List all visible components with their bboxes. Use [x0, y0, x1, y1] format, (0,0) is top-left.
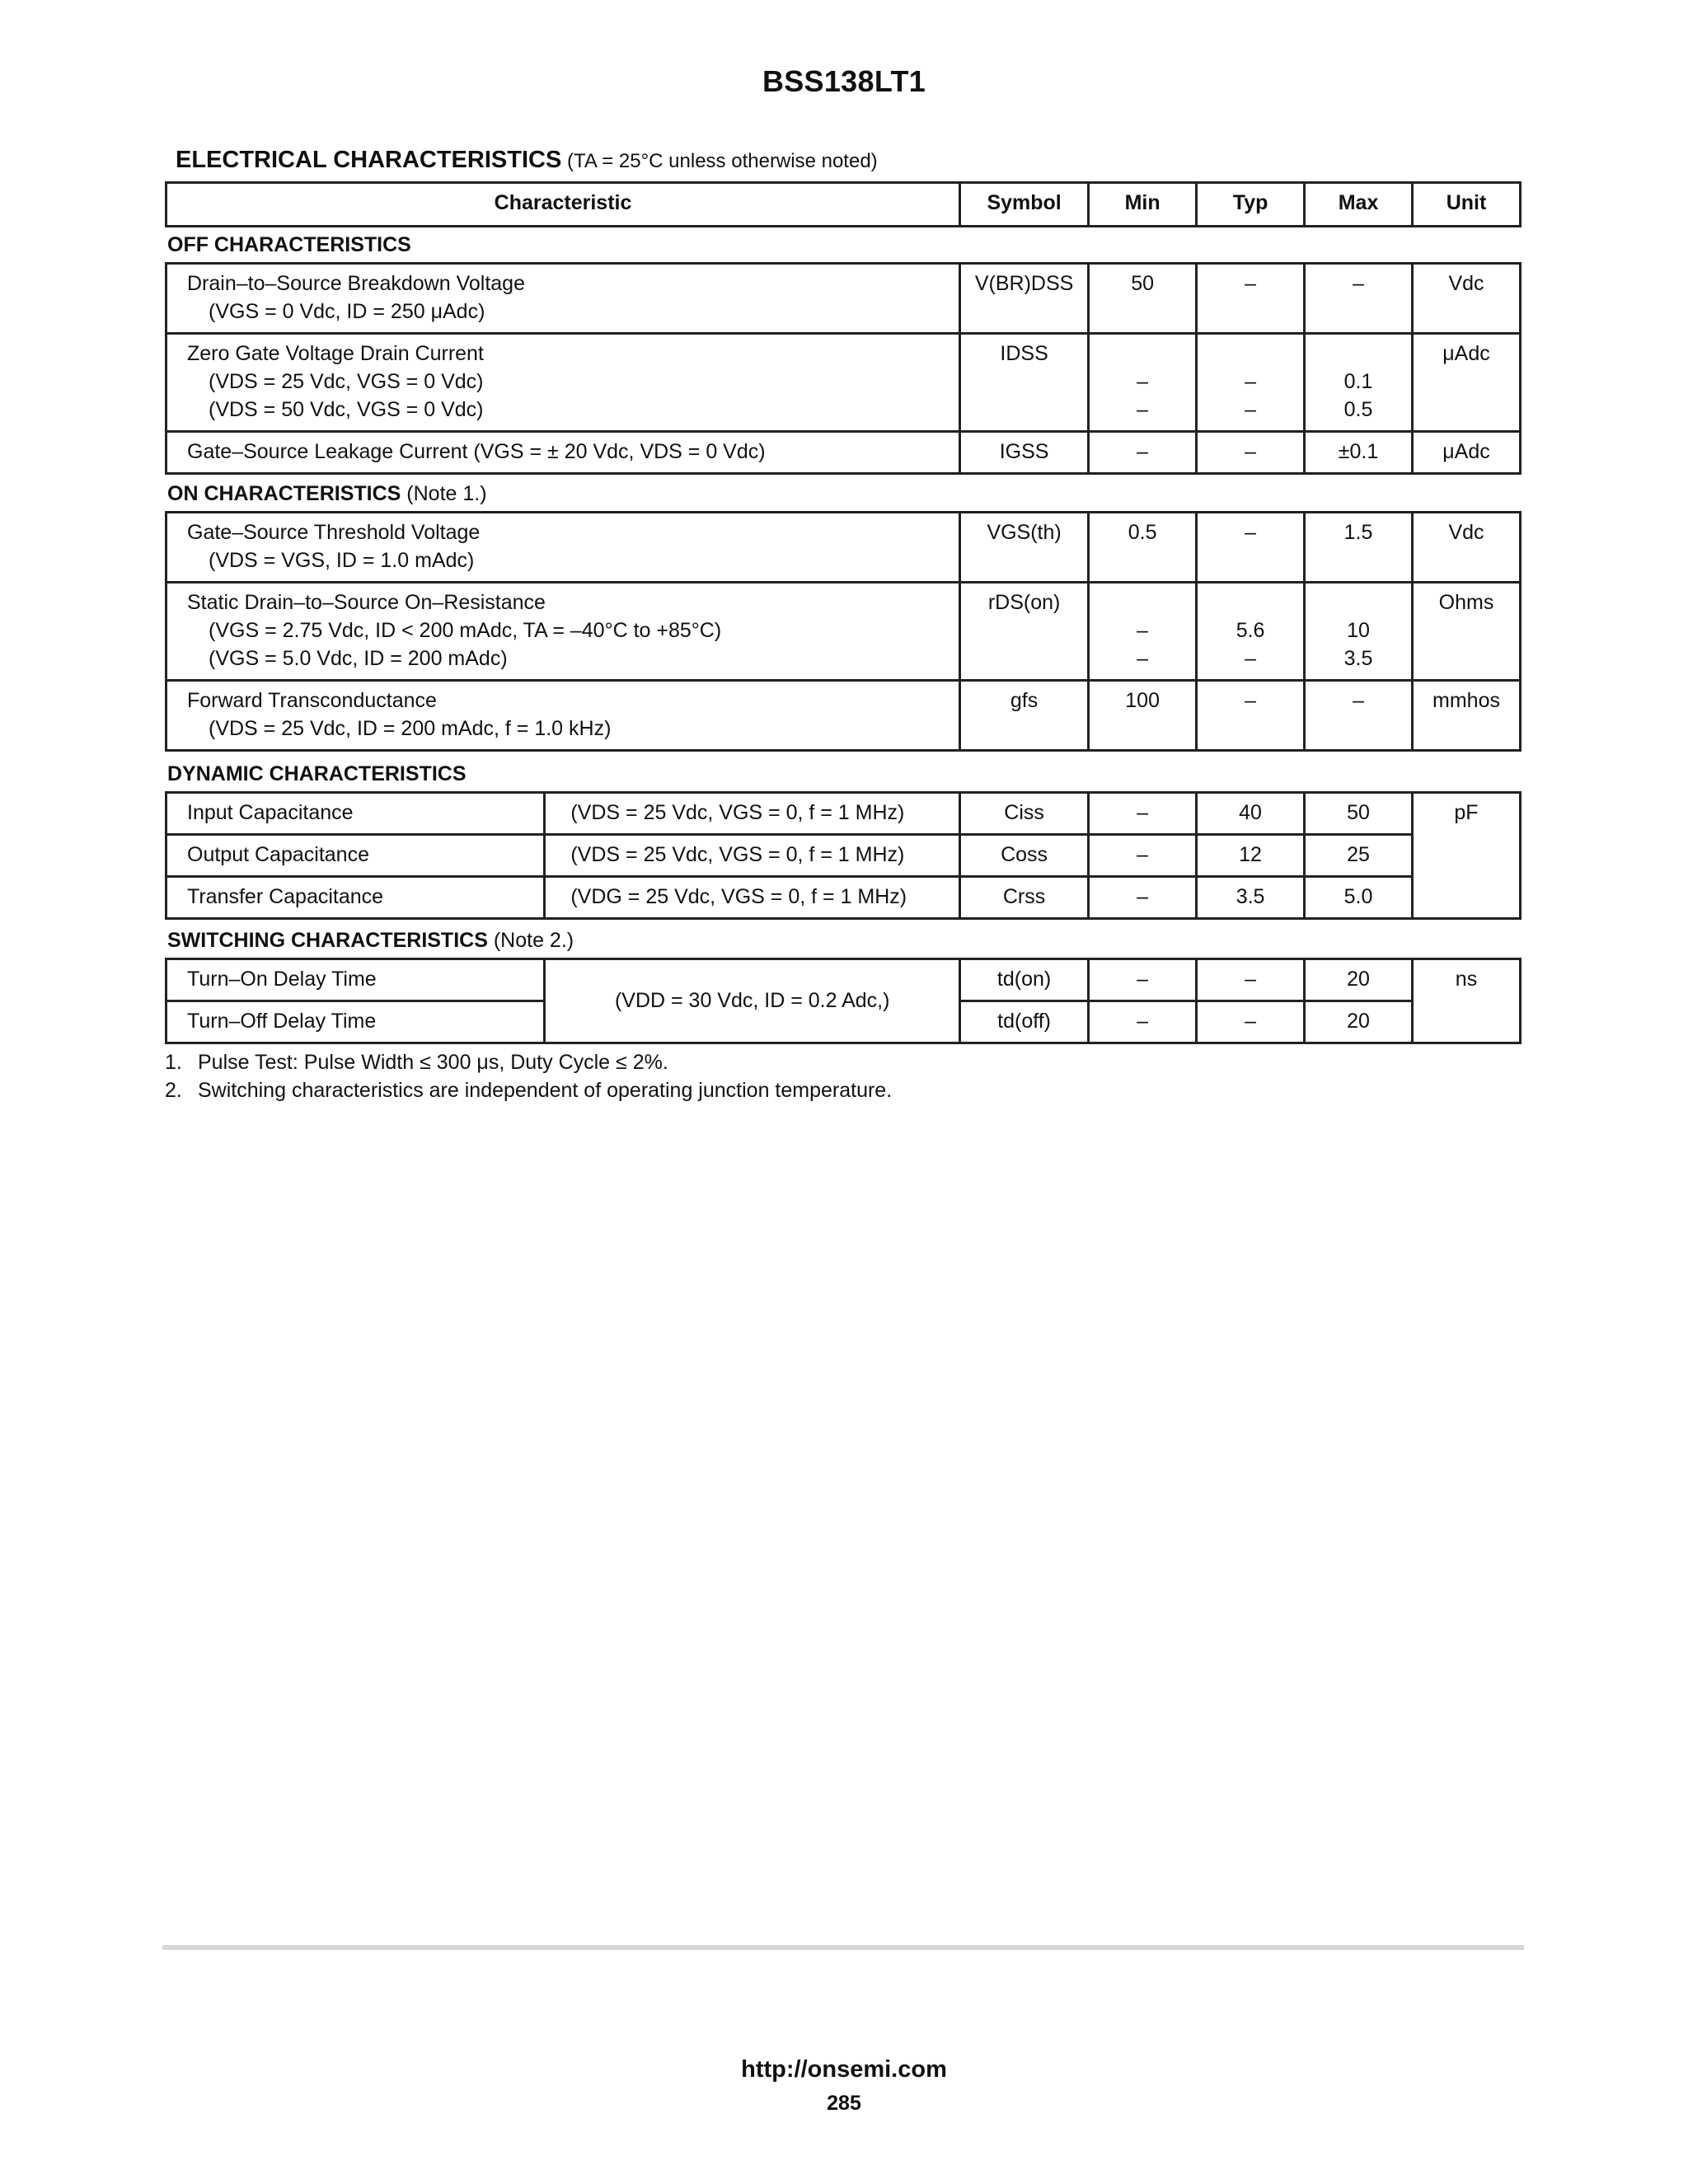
row-name: Zero Gate Voltage Drain Current — [187, 342, 484, 365]
max-cell: 25 — [1305, 835, 1413, 877]
typ-cell: – – — [1197, 334, 1305, 432]
section-dynamic-label: DYNAMIC CHARACTERISTICS — [167, 762, 467, 785]
characteristic-cell: Turn–On Delay Time — [166, 959, 545, 1001]
min-cell: – – — [1089, 334, 1197, 432]
unit-cell: μAdc — [1413, 432, 1521, 474]
characteristic-cell: Turn–Off Delay Time — [166, 1001, 545, 1043]
table-row — [166, 513, 1521, 583]
min-cell: 0.5 — [1089, 513, 1197, 583]
section-switching — [167, 929, 574, 953]
section-on-note: (Note 1.) — [406, 482, 487, 505]
typ-cell: 40 — [1197, 793, 1305, 835]
row-condition: (VGS = 5.0 Vdc, ID = 200 mAdc) — [209, 647, 508, 670]
characteristic-cell: Output Capacitance — [166, 835, 545, 877]
unit-cell: Ohms — [1413, 583, 1521, 681]
row-condition: (VDS = 25 Vdc, VGS = 0 Vdc) — [209, 370, 484, 393]
table-row — [166, 334, 1521, 432]
symbol-cell: V(BR)DSS — [960, 264, 1089, 334]
symbol-cell: td(on) — [960, 959, 1089, 1001]
symbol-cell: IDSS — [960, 334, 1089, 432]
min-cell: – — [1089, 835, 1197, 877]
on-characteristics-table — [165, 511, 1522, 752]
characteristic-cell — [166, 681, 960, 751]
table-row — [166, 432, 1521, 474]
typ-cell: – — [1197, 264, 1305, 334]
table-row — [166, 877, 1521, 919]
max-cell: 1.5 — [1305, 513, 1413, 583]
off-characteristics-table — [165, 262, 1522, 475]
row-name: Gate–Source Leakage Current (VGS = ± 20 Vdc, VDS = 0 Vdc) — [187, 440, 766, 463]
symbol-cell: td(off) — [960, 1001, 1089, 1043]
max-cell: 5.0 — [1305, 877, 1413, 919]
heading-condition: (TA = 25°C unless otherwise noted) — [566, 150, 878, 172]
typ-cell: – — [1197, 432, 1305, 474]
max-cell: 10 3.5 — [1305, 583, 1413, 681]
table-header — [165, 181, 1522, 227]
unit-cell: mmhos — [1413, 681, 1521, 751]
row-name: Static Drain–to–Source On–Resistance — [187, 591, 546, 614]
unit-cell: pF — [1413, 793, 1521, 919]
characteristic-cell — [166, 264, 960, 334]
table-row — [166, 681, 1521, 751]
table-row — [166, 835, 1521, 877]
header-max: Max — [1305, 183, 1413, 227]
max-cell: ±0.1 — [1305, 432, 1413, 474]
symbol-cell: Coss — [960, 835, 1089, 877]
row-name: Drain–to–Source Breakdown Voltage — [187, 272, 525, 295]
symbol-cell: gfs — [960, 681, 1089, 751]
heading-title: ELECTRICAL CHARACTERISTICS — [176, 147, 562, 173]
typ-cell: – — [1197, 959, 1305, 1001]
max-cell: – — [1305, 681, 1413, 751]
symbol-cell: IGSS — [960, 432, 1089, 474]
condition-cell: (VDD = 30 Vdc, ID = 0.2 Adc,) — [545, 959, 960, 1043]
unit-cell: ns — [1413, 959, 1521, 1043]
footer-divider — [162, 1945, 1524, 1950]
footnote-1: 1. Pulse Test: Pulse Width ≤ 300 μs, Duty Cycle ≤ 2%. — [165, 1051, 668, 1074]
document-title: BSS138LT1 — [762, 64, 926, 98]
condition-cell: (VDS = 25 Vdc, VGS = 0, f = 1 MHz) — [545, 835, 960, 877]
row-condition: (VGS = 2.75 Vdc, ID < 200 mAdc, TA = –40°C to +85°C) — [209, 619, 722, 642]
typ-cell: 12 — [1197, 835, 1305, 877]
characteristic-cell: Input Capacitance — [166, 793, 545, 835]
max-cell: 0.1 0.5 — [1305, 334, 1413, 432]
min-cell: – — [1089, 432, 1197, 474]
characteristic-cell — [166, 513, 960, 583]
characteristic-cell — [166, 334, 960, 432]
max-cell: 50 — [1305, 793, 1413, 835]
section-dynamic — [167, 762, 467, 786]
typ-cell: 3.5 — [1197, 877, 1305, 919]
typ-cell: – — [1197, 681, 1305, 751]
section-switching-note: (Note 2.) — [493, 929, 574, 952]
typ-cell: 5.6 – — [1197, 583, 1305, 681]
table-row — [166, 793, 1521, 835]
row-name: Forward Transconductance — [187, 689, 437, 712]
unit-cell: Vdc — [1413, 513, 1521, 583]
footnotes — [165, 1048, 892, 1104]
section-switching-label: SWITCHING CHARACTERISTICS — [167, 929, 488, 952]
max-cell: – — [1305, 264, 1413, 334]
unit-cell: Vdc — [1413, 264, 1521, 334]
header-symbol: Symbol — [960, 183, 1089, 227]
row-condition: (VGS = 0 Vdc, ID = 250 μAdc) — [209, 300, 485, 323]
typ-cell: – — [1197, 513, 1305, 583]
section-off — [167, 233, 411, 257]
switching-characteristics-table — [165, 958, 1522, 1044]
row-condition: (VDS = 25 Vdc, ID = 200 mAdc, f = 1.0 kHz) — [209, 717, 612, 740]
row-condition: (VDS = 50 Vdc, VGS = 0 Vdc) — [209, 398, 484, 421]
max-cell: 20 — [1305, 1001, 1413, 1043]
min-cell: – — [1089, 877, 1197, 919]
header-min: Min — [1089, 183, 1197, 227]
condition-cell: (VDS = 25 Vdc, VGS = 0, f = 1 MHz) — [545, 793, 960, 835]
row-name: Gate–Source Threshold Voltage — [187, 521, 481, 544]
symbol-cell: VGS(th) — [960, 513, 1089, 583]
characteristic-cell: Transfer Capacitance — [166, 877, 545, 919]
table-row — [166, 264, 1521, 334]
footer-url[interactable]: http://onsemi.com — [741, 2056, 947, 2083]
min-cell: 100 — [1089, 681, 1197, 751]
section-off-label: OFF CHARACTERISTICS — [167, 233, 411, 256]
symbol-cell: Ciss — [960, 793, 1089, 835]
min-cell: 50 — [1089, 264, 1197, 334]
characteristic-cell — [166, 583, 960, 681]
unit-cell: μAdc — [1413, 334, 1521, 432]
symbol-cell: rDS(on) — [960, 583, 1089, 681]
header-characteristic: Characteristic — [166, 183, 960, 227]
condition-cell: (VDG = 25 Vdc, VGS = 0, f = 1 MHz) — [545, 877, 960, 919]
min-cell: – — [1089, 793, 1197, 835]
footnote-2: 2. Switching characteristics are independent of operating junction temperature. — [165, 1079, 893, 1102]
row-condition: (VDS = VGS, ID = 1.0 mAdc) — [209, 549, 475, 572]
dynamic-characteristics-table — [165, 791, 1522, 920]
min-cell: – – — [1089, 583, 1197, 681]
table-row — [166, 959, 1521, 1001]
table-heading — [176, 147, 878, 174]
table-row — [166, 583, 1521, 681]
min-cell: – — [1089, 959, 1197, 1001]
max-cell: 20 — [1305, 959, 1413, 1001]
section-on — [167, 482, 487, 506]
header-typ: Typ — [1197, 183, 1305, 227]
symbol-cell: Crss — [960, 877, 1089, 919]
header-unit: Unit — [1413, 183, 1521, 227]
page-number: 285 — [827, 2092, 861, 2115]
typ-cell: – — [1197, 1001, 1305, 1043]
section-on-label: ON CHARACTERISTICS — [167, 482, 401, 505]
min-cell: – — [1089, 1001, 1197, 1043]
characteristic-cell — [166, 432, 960, 474]
